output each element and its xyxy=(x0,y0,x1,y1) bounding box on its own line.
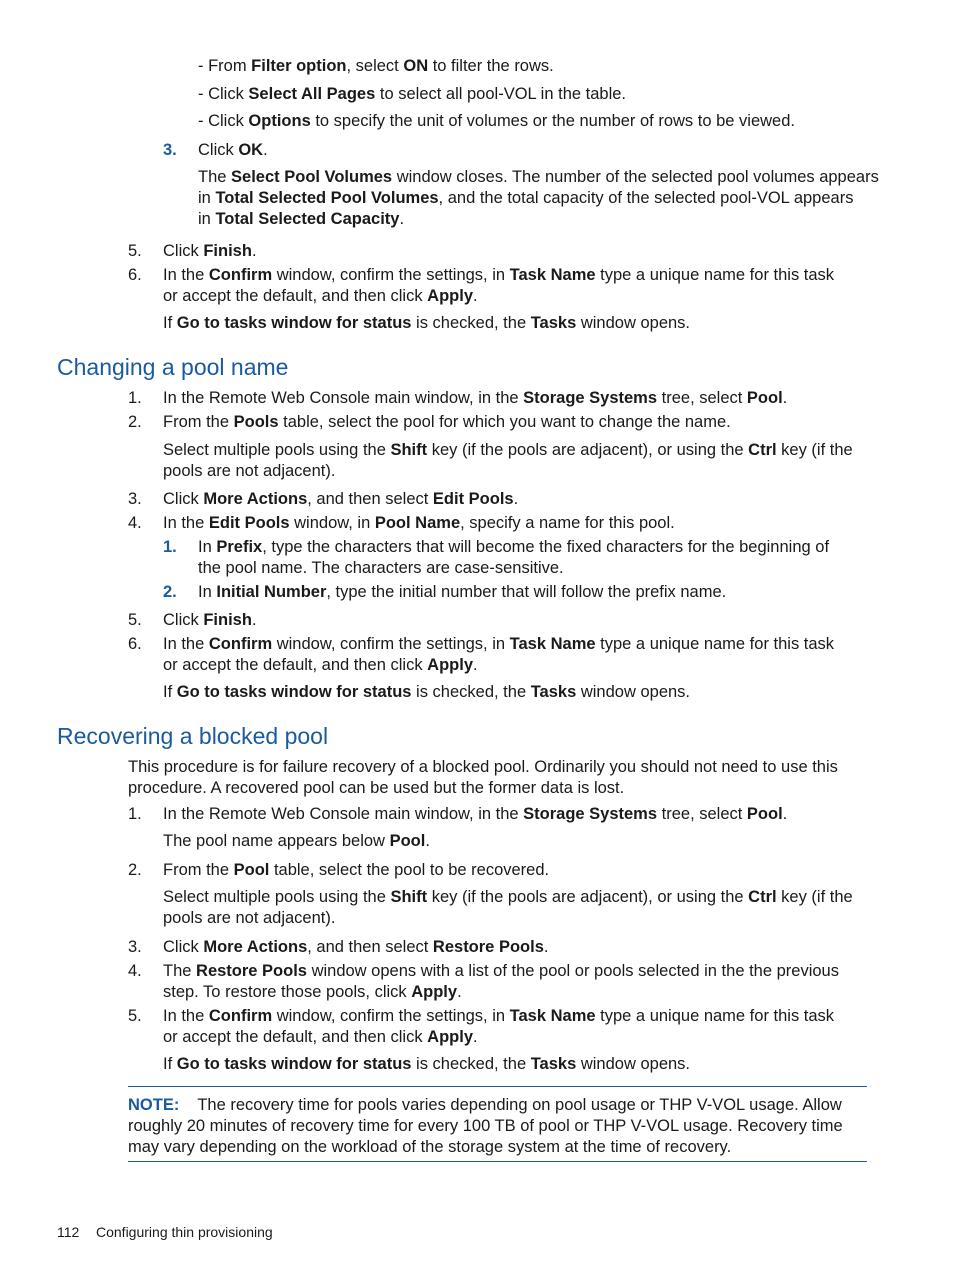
step-confirm-cont: or accept the default, and then click Apply. xyxy=(163,1028,478,1046)
step-restore-pools: The Restore Pools window opens with a list of the pool or pools selected in the the previous xyxy=(163,962,839,980)
step-number: 4. xyxy=(128,962,142,980)
step-number: 2. xyxy=(163,583,177,601)
step-finish: Click Finish. xyxy=(163,242,257,260)
step-number: 1. xyxy=(163,538,177,556)
step-paragraph: pools are not adjacent). xyxy=(163,462,336,480)
step-paragraph: If Go to tasks window for status is checked, the Tasks window opens. xyxy=(163,314,691,332)
step-paragraph: If Go to tasks window for status is checked, the Tasks window opens. xyxy=(163,1055,691,1073)
intro-paragraph: This procedure is for failure recovery of a blocked pool. Ordinarily you should not need to use this xyxy=(128,758,838,776)
step-paragraph: The pool name appears below Pool. xyxy=(163,832,430,850)
step-number: 2. xyxy=(128,861,142,879)
step-paragraph: in Total Selected Pool Volumes, and the total capacity of the selected pool-VOL appears xyxy=(198,189,854,207)
step-number: 3. xyxy=(128,938,142,956)
step-paragraph: Select multiple pools using the Shift key (if the pools are adjacent), or using the Ctrl key (if the xyxy=(163,888,853,906)
section-heading: Changing a pool name xyxy=(57,354,289,380)
sub-step-initial-number: In Initial Number, type the initial number that will follow the prefix name. xyxy=(198,583,727,601)
step-number: 3. xyxy=(128,490,142,508)
note-line: may vary depending on the workload of the storage system at the time of recovery. xyxy=(128,1138,732,1156)
note-bottom-rule xyxy=(128,1161,867,1162)
sub-step-select-all: - Click Select All Pages to select all pool-VOL in the table. xyxy=(198,85,626,103)
step-paragraph: in Total Selected Capacity. xyxy=(198,210,405,228)
step-select-pool: In the Remote Web Console main window, in the Storage Systems tree, select Pool. xyxy=(163,389,788,407)
footer-section-title: Configuring thin provisioning xyxy=(96,1224,273,1240)
step-confirm-cont: or accept the default, and then click Apply. xyxy=(163,287,478,305)
step-confirm: In the Confirm window, confirm the settings, in Task Name type a unique name for this task xyxy=(163,266,835,284)
sub-step-prefix: In Prefix, type the characters that will become the fixed characters for the beginning of xyxy=(198,538,830,556)
step-number: 1. xyxy=(128,389,142,407)
step-paragraph: The Select Pool Volumes window closes. The number of the selected pool volumes appears xyxy=(198,168,879,186)
step-number: 4. xyxy=(128,514,142,532)
step-number: 2. xyxy=(128,413,142,431)
step-click-ok: Click OK. xyxy=(198,141,268,159)
note-line: roughly 20 minutes of recovery time for every 100 TB of pool or THP V-VOL usage. Recovery time xyxy=(128,1117,843,1135)
step-select-pool: In the Remote Web Console main window, in the Storage Systems tree, select Pool. xyxy=(163,805,788,823)
note-top-rule xyxy=(128,1086,867,1087)
sub-step-options: - Click Options to specify the unit of volumes or the number of rows to be viewed. xyxy=(198,112,795,130)
page-number: 112 xyxy=(57,1224,80,1240)
step-number: 5. xyxy=(128,242,142,260)
step-select-from-table: From the Pools table, select the pool for which you want to change the name. xyxy=(163,413,731,431)
note-line: NOTE: The recovery time for pools varies depending on pool usage or THP V-VOL usage. Allow xyxy=(128,1096,842,1114)
step-restore-pools-cont: step. To restore those pools, click Apply. xyxy=(163,983,462,1001)
step-confirm-cont: or accept the default, and then click Apply. xyxy=(163,656,478,674)
step-more-actions: Click More Actions, and then select Restore Pools. xyxy=(163,938,549,956)
step-number: 6. xyxy=(128,266,142,284)
intro-paragraph: procedure. A recovered pool can be used but the former data is lost. xyxy=(128,779,625,797)
step-number: 5. xyxy=(128,1007,142,1025)
sub-step-prefix-cont: the pool name. The characters are case-sensitive. xyxy=(198,559,564,577)
step-finish: Click Finish. xyxy=(163,611,257,629)
step-edit-pools: In the Edit Pools window, in Pool Name, specify a name for this pool. xyxy=(163,514,675,532)
step-number: 3. xyxy=(163,141,177,159)
step-number: 5. xyxy=(128,611,142,629)
step-select-from-table: From the Pool table, select the pool to be recovered. xyxy=(163,861,550,879)
step-number: 1. xyxy=(128,805,142,823)
step-number: 6. xyxy=(128,635,142,653)
sub-step-filter: - From Filter option, select ON to filter the rows. xyxy=(198,57,554,75)
step-paragraph: Select multiple pools using the Shift key (if the pools are adjacent), or using the Ctrl key (if the xyxy=(163,441,853,459)
note-label: NOTE: xyxy=(128,1096,180,1114)
step-more-actions: Click More Actions, and then select Edit Pools. xyxy=(163,490,519,508)
step-confirm: In the Confirm window, confirm the settings, in Task Name type a unique name for this task xyxy=(163,635,835,653)
step-confirm: In the Confirm window, confirm the settings, in Task Name type a unique name for this task xyxy=(163,1007,835,1025)
step-paragraph: pools are not adjacent). xyxy=(163,909,336,927)
step-paragraph: If Go to tasks window for status is checked, the Tasks window opens. xyxy=(163,683,691,701)
section-heading: Recovering a blocked pool xyxy=(57,723,329,749)
